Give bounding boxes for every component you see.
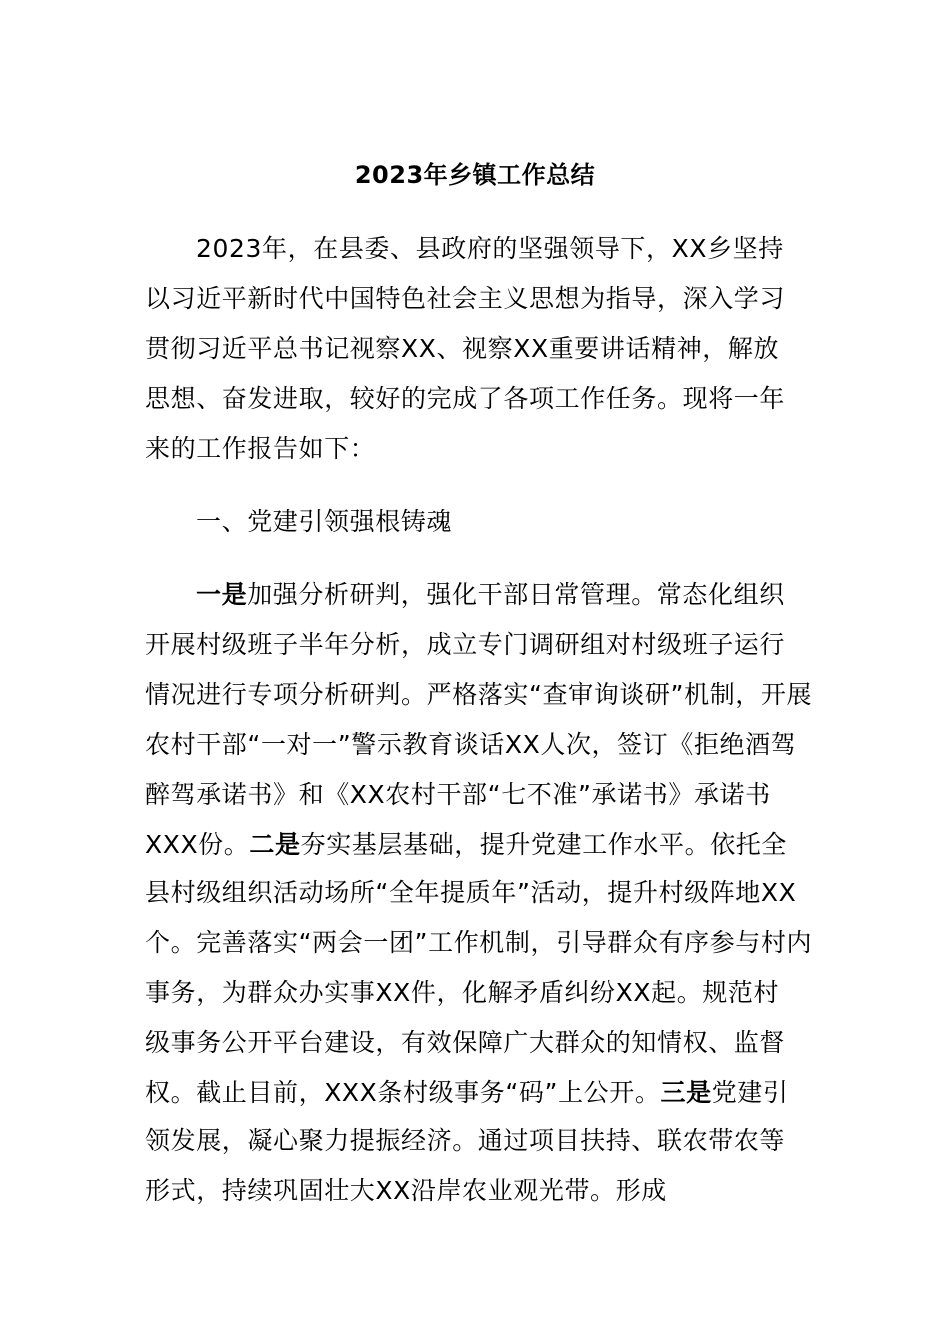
- body-line: 县村级组织活动场所“全年提质年”活动，提升村级阵地XX: [145, 878, 797, 907]
- body-line: [145, 1076, 789, 1110]
- body-text: 加强分析研判，强化干部日常管理。常态化组织: [247, 580, 785, 609]
- intro-line: 以习近平新时代中国特色社会主义思想为指导，深入学习: [145, 284, 786, 313]
- body-text: 权。截止目前，XXX条村级事务“码”上公开。: [145, 1078, 661, 1107]
- document-title: 2023年乡镇工作总结: [354, 161, 596, 189]
- point-marker-3: 三是: [660, 1078, 712, 1107]
- body-line: 个。完善落实“两会一团”工作机制，引导群众有序参与村内: [145, 928, 813, 957]
- intro-line: 贯彻习近平总书记视察XX、视察XX重要讲话精神，解放: [145, 334, 780, 363]
- body-text: 夯实基层基础，提升党建工作水平。依托全: [300, 830, 787, 859]
- section-heading: 一、党建引领强根铸魂: [196, 507, 453, 536]
- body-line: 级事务公开平台建设，有效保障广大群众的知情权、监督: [145, 1028, 786, 1057]
- body-text: 党建引: [711, 1078, 789, 1107]
- body-line: 开展村级班子半年分析，成立专门调研组对村级班子运行: [145, 630, 786, 659]
- body-line: 情况进行专项分析研判。严格落实“查审询谈研”机制，开展: [145, 680, 813, 709]
- body-line: [196, 578, 785, 612]
- point-marker-1: 一是: [196, 580, 248, 609]
- intro-line: 思想、奋发进取，较好的完成了各项工作任务。现将一年: [145, 384, 786, 413]
- body-line: 形式，持续巩固壮大XX沿岸农业观光带。形成: [145, 1176, 667, 1205]
- intro-line: 来的工作报告如下：: [145, 434, 376, 463]
- point-marker-2: 二是: [249, 830, 301, 859]
- body-line: 领发展，凝心聚力提振经济。通过项目扶持、联农带农等: [145, 1126, 786, 1155]
- body-line: 农村干部“一对一”警示教育谈话XX人次，签订《拒绝酒驾: [145, 730, 797, 759]
- body-line: 醉驾承诺书》和《XX农村干部“七不准”承诺书》承诺书: [145, 780, 771, 809]
- body-line: [145, 828, 787, 862]
- body-line: 事务，为群众办实事XX件，化解矛盾纠纷XX起。规范村: [145, 978, 780, 1007]
- intro-line: 2023年，在县委、县政府的坚强领导下，XX乡坚持: [196, 234, 784, 263]
- body-text: XXX份。: [145, 830, 250, 859]
